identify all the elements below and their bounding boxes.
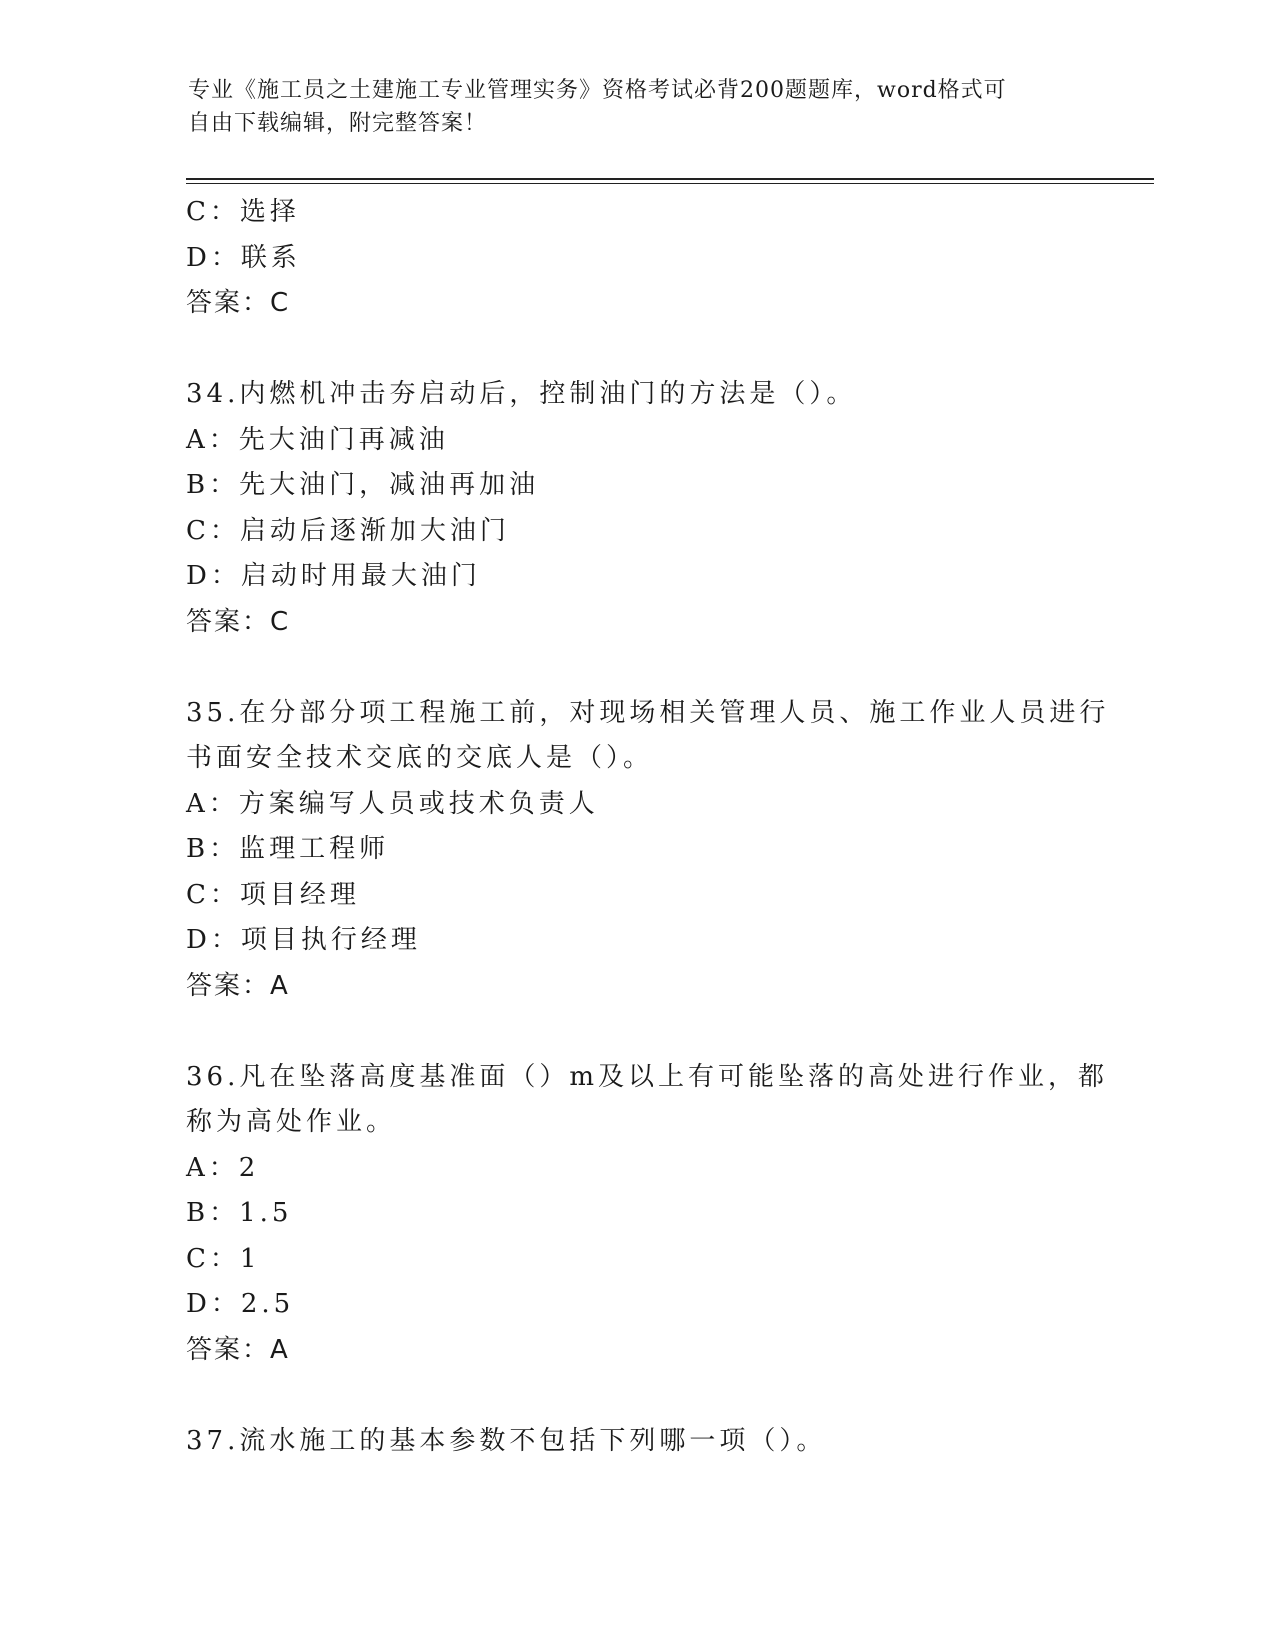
option-c: C：项目经理	[186, 879, 360, 910]
option-d: D：联系	[186, 242, 301, 273]
option-c: C：1	[186, 1243, 261, 1274]
spacer	[186, 645, 1086, 691]
document-body	[186, 190, 1110, 1464]
answer-line: 答案：C	[186, 288, 291, 318]
answer-line: 答案：A	[186, 970, 290, 1001]
header-title-line2: 自由下载编辑，附完整答案！	[188, 111, 488, 136]
option-a: A：先大油门再减油	[186, 424, 449, 455]
option-b: B：先大油门，减油再加油	[186, 470, 540, 500]
option-c: C：选择	[186, 197, 300, 227]
option-d: D：2.5	[186, 1289, 295, 1319]
header-divider-thick	[186, 178, 1154, 180]
option-a: A：2	[186, 1152, 260, 1183]
question-stem: 34.内燃机冲击夯启动后，控制油门的方法是（）。	[186, 379, 857, 409]
question-stem: 37.流水施工的基本参数不包括下列哪一项（）。	[186, 1425, 827, 1456]
option-c: C：启动后逐渐加大油门	[186, 515, 510, 546]
header-divider-thin	[186, 183, 1154, 184]
question-block-37	[186, 1419, 1086, 1465]
document-header	[188, 74, 1088, 140]
spacer	[186, 1373, 1086, 1419]
option-d: D：启动时用最大油门	[186, 561, 481, 591]
question-stem-line2: 书面安全技术交底的交底人是（）。	[186, 743, 654, 773]
spacer	[186, 1009, 1086, 1055]
option-b: B：1.5	[186, 1198, 293, 1228]
option-b: B：监理工程师	[186, 834, 390, 864]
answer-line: 答案：C	[186, 606, 291, 637]
question-stem-line1: 36.凡在坠落高度基准面（）m及以上有可能坠落的高处进行作业，都	[186, 1061, 1109, 1092]
option-a: A：方案编写人员或技术负责人	[186, 788, 599, 819]
header-title-line1: 专业《施工员之土建施工专业管理实务》资格考试必背200题题库，word格式可	[188, 78, 1007, 103]
spacer	[186, 327, 1086, 373]
question-stem-line1: 35.在分部分项工程施工前，对现场相关管理人员、施工作业人员进行	[186, 697, 1110, 728]
option-d: D：项目执行经理	[186, 925, 421, 955]
question-block-33	[186, 190, 1086, 327]
question-stem-line2: 称为高处作业。	[186, 1107, 397, 1137]
question-block-36	[186, 1055, 1109, 1374]
question-block-35	[186, 691, 1110, 1010]
question-block-34	[186, 372, 1086, 645]
answer-line: 答案：A	[186, 1334, 290, 1365]
